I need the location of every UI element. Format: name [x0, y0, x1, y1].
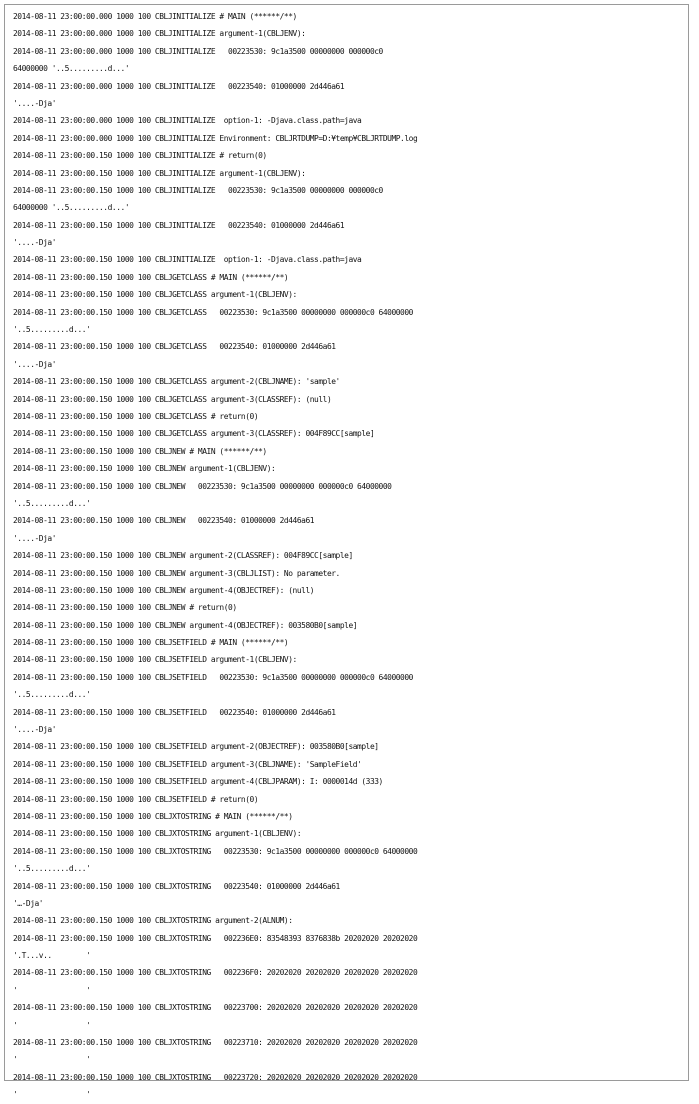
log-line: 2014-08-11 23:00:00.150 1000 100 CBLJNEW argument-4(OBJECTREF): (null) — [13, 585, 315, 595]
log-line: 2014-08-11 23:00:00.150 1000 100 CBLJNEW argument-1(CBLJENV): — [13, 464, 276, 474]
log-line: 2014-08-11 23:00:00.150 1000 100 CBLJXTOSTRING 00223700: 20202020 20202020 20202020 20202020 — [13, 1003, 418, 1013]
log-line: 2014-08-11 23:00:00.150 1000 100 CBLJNEW argument-4(OBJECTREF): 003580B0[sample] — [13, 620, 358, 630]
log-line: 2014-08-11 23:00:00.150 1000 100 CBLJXTOSTRING 00223530: 9c1a3500 00000000 000000c0 64000000 — [13, 846, 418, 856]
log-line: 2014-08-11 23:00:00.000 1000 100 CBLJINITIALIZE Environment: CBLJRTDUMP=D:¥temp¥CBLJRTDUMP.log — [13, 133, 418, 143]
log-line: 2014-08-11 23:00:00.150 1000 100 CBLJXTOSTRING argument-2(ALNUM): — [13, 916, 293, 926]
log-line: '.T...v.. ' — [13, 951, 91, 961]
log-line: 2014-08-11 23:00:00.150 1000 100 CBLJSETFIELD # MAIN (******/**) — [13, 638, 289, 648]
trace-log — [5, 5, 688, 1104]
log-line: 2014-08-11 23:00:00.150 1000 100 CBLJXTOSTRING 00223720: 20202020 20202020 20202020 20202020 — [13, 1072, 418, 1082]
log-line: 2014-08-11 23:00:00.150 1000 100 CBLJGETCLASS 00223530: 9c1a3500 00000000 000000c0 64000000 — [13, 307, 413, 317]
log-line: 2014-08-11 23:00:00.150 1000 100 CBLJXTOSTRING 002236F0: 20202020 20202020 20202020 20202020 — [13, 968, 418, 978]
log-line: 2014-08-11 23:00:00.150 1000 100 CBLJGETCLASS argument-1(CBLJENV): — [13, 290, 297, 300]
log-line: 2014-08-11 23:00:00.150 1000 100 CBLJSETFIELD argument-2(OBJECTREF): 003580B0[sample] — [13, 742, 379, 752]
log-line: 2014-08-11 23:00:00.000 1000 100 CBLJINITIALIZE argument-1(CBLJENV): — [13, 29, 306, 39]
log-line: 2014-08-11 23:00:00.150 1000 100 CBLJINITIALIZE # return(0) — [13, 151, 267, 161]
log-line: 2014-08-11 23:00:00.150 1000 100 CBLJXTOSTRING 002236E0: 83548393 8376838b 20202020 20202020 — [13, 933, 418, 943]
log-line: '....-Dja' — [13, 98, 57, 108]
log-line: 2014-08-11 23:00:00.000 1000 100 CBLJINITIALIZE 00223530: 9c1a3500 00000000 000000c0 — [13, 46, 383, 56]
log-line: 2014-08-11 23:00:00.150 1000 100 CBLJSETFIELD argument-1(CBLJENV): — [13, 655, 297, 665]
log-line: '..5.........d...' — [13, 498, 91, 508]
log-line: 2014-08-11 23:00:00.150 1000 100 CBLJSETFIELD 00223540: 01000000 2d446a61 — [13, 707, 336, 717]
log-line: 2014-08-11 23:00:00.150 1000 100 CBLJNEW # return(0) — [13, 603, 237, 613]
log-line: 2014-08-11 23:00:00.150 1000 100 CBLJGETCLASS argument-2(CBLJNAME): 'sample' — [13, 377, 340, 387]
log-line: ' ' — [13, 1020, 91, 1030]
log-line: 2014-08-11 23:00:00.150 1000 100 CBLJNEW 00223530: 9c1a3500 00000000 000000c0 64000000 — [13, 481, 392, 491]
log-line: 2014-08-11 23:00:00.150 1000 100 CBLJGETCLASS argument-3(CLASSREF): (null) — [13, 394, 332, 404]
log-frame — [4, 4, 689, 1100]
log-line: 2014-08-11 23:00:00.000 1000 100 CBLJINITIALIZE 00223540: 01000000 2d446a61 — [13, 81, 345, 91]
log-line: 2014-08-11 23:00:00.150 1000 100 CBLJSETFIELD argument-3(CBLJNAME): 'SampleField' — [13, 759, 362, 769]
log-line: '....-Dja' — [13, 725, 57, 735]
log-line: '....-Dja' — [13, 238, 57, 248]
log-line: 2014-08-11 23:00:00.150 1000 100 CBLJGETCLASS argument-3(CLASSREF): 004F89CC[sample] — [13, 429, 375, 439]
log-line: 2014-08-11 23:00:00.150 1000 100 CBLJXTOSTRING argument-1(CBLJENV): — [13, 829, 302, 839]
log-line: 64000000 '..5.........d...' — [13, 64, 130, 74]
log-line: 2014-08-11 23:00:00.150 1000 100 CBLJNEW 00223540: 01000000 2d446a61 — [13, 516, 315, 526]
log-line: '..5.........d...' — [13, 864, 91, 874]
log-line: 2014-08-11 23:00:00.150 1000 100 CBLJGETCLASS 00223540: 01000000 2d446a61 — [13, 342, 336, 352]
log-line: ' ' — [13, 1055, 91, 1065]
log-line: 2014-08-11 23:00:00.150 1000 100 CBLJSETFIELD 00223530: 9c1a3500 00000000 000000c0 64000000 — [13, 672, 413, 682]
log-line: 2014-08-11 23:00:00.000 1000 100 CBLJINITIALIZE option-1: -Djava.class.path=java — [13, 116, 362, 126]
log-line: 2014-08-11 23:00:00.150 1000 100 CBLJNEW argument-2(CLASSREF): 004F89CC[sample] — [13, 551, 353, 561]
log-line: 2014-08-11 23:00:00.150 1000 100 CBLJINITIALIZE 00223540: 01000000 2d446a61 — [13, 220, 345, 230]
log-line: 2014-08-11 23:00:00.150 1000 100 CBLJNEW argument-3(CBLJLIST): No parameter. — [13, 568, 340, 578]
log-line: 2014-08-11 23:00:00.150 1000 100 CBLJNEW # MAIN (******/**) — [13, 446, 267, 456]
log-line: '..5.........d...' — [13, 690, 91, 700]
log-line: 2014-08-11 23:00:00.150 1000 100 CBLJGETCLASS # MAIN (******/**) — [13, 272, 289, 282]
log-line: 2014-08-11 23:00:00.150 1000 100 CBLJXTOSTRING 00223540: 01000000 2d446a61 — [13, 881, 340, 891]
log-line: 64000000 '..5.........d...' — [13, 203, 130, 213]
log-line: 2014-08-11 23:00:00.150 1000 100 CBLJXTOSTRING 00223710: 20202020 20202020 20202020 20202020 — [13, 1038, 418, 1048]
log-line: ' ' — [13, 985, 91, 995]
log-line: 2014-08-11 23:00:00.150 1000 100 CBLJINITIALIZE 00223530: 9c1a3500 00000000 000000c0 — [13, 185, 383, 195]
log-line: ' ' — [13, 1090, 91, 1100]
log-line: 2014-08-11 23:00:00.150 1000 100 CBLJSETFIELD argument-4(CBLJPARAM): I: 0000014d (333) — [13, 777, 383, 787]
log-line: 2014-08-11 23:00:00.150 1000 100 CBLJXTOSTRING # MAIN (******/**) — [13, 811, 293, 821]
log-line: '....-Dja' — [13, 359, 57, 369]
log-line: '..5.........d...' — [13, 325, 91, 335]
log-line: 2014-08-11 23:00:00.150 1000 100 CBLJINITIALIZE argument-1(CBLJENV): — [13, 168, 306, 178]
log-line: 2014-08-11 23:00:00.150 1000 100 CBLJGETCLASS # return(0) — [13, 411, 259, 421]
log-line: 2014-08-11 23:00:00.150 1000 100 CBLJINITIALIZE option-1: -Djava.class.path=java — [13, 255, 362, 265]
log-line: '…-Dja' — [13, 898, 44, 908]
log-line: 2014-08-11 23:00:00.000 1000 100 CBLJINITIALIZE # MAIN (******/**) — [13, 12, 297, 21]
log-line: 2014-08-11 23:00:00.150 1000 100 CBLJSETFIELD # return(0) — [13, 794, 259, 804]
log-line: '....-Dja' — [13, 533, 57, 543]
